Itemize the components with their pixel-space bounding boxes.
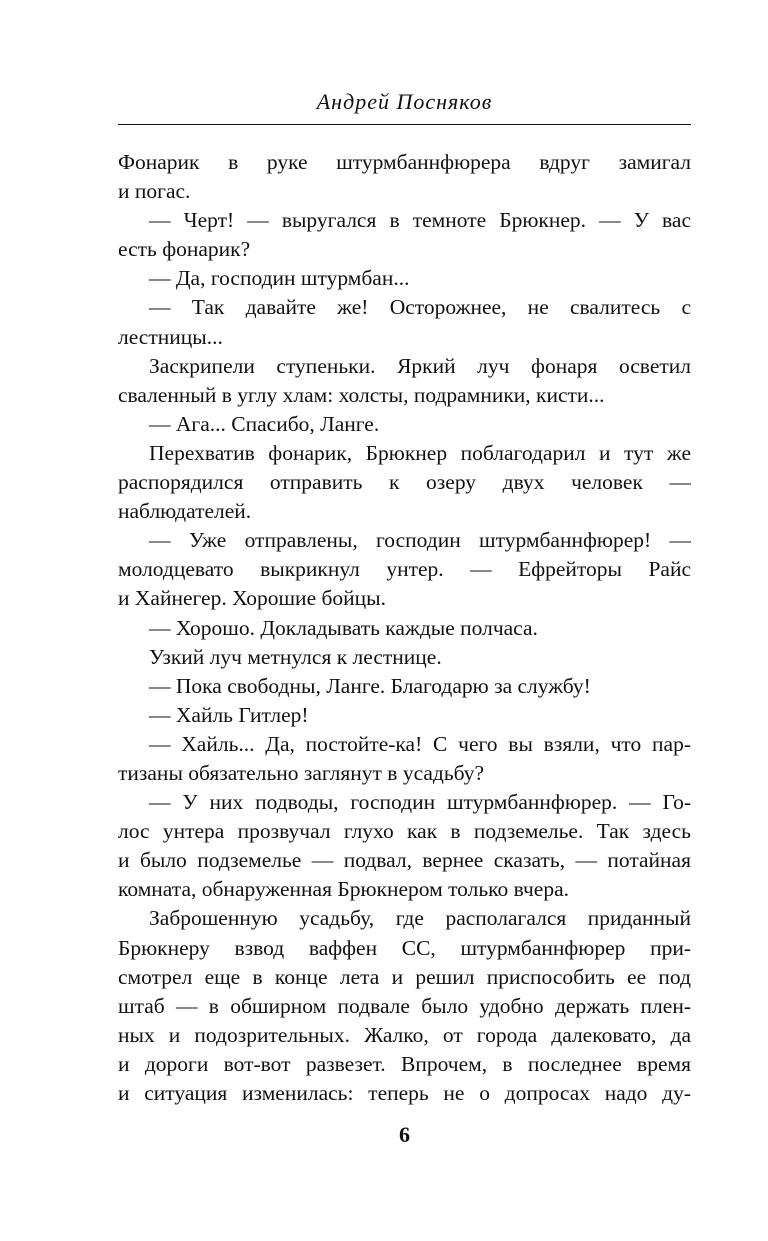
text-line: смотрел еще в конце лета и решил приспособить ее под xyxy=(118,964,691,989)
text-line: лестницы... xyxy=(118,324,223,349)
text-line: комната, обнаруженная Брюкнером только вчера. xyxy=(118,877,570,902)
text-line: — Так давайте же! Осторожнее, не свалитесь с xyxy=(149,295,691,320)
text-line: лос унтера прозвучал глухо как в подземелье. Так здесь xyxy=(118,819,691,844)
text-line: — Хайль Гитлер! xyxy=(149,702,309,727)
text-line: молодцевато выкрикнул унтер. — Ефрейторы Райс xyxy=(118,557,691,582)
running-head: Андрей Посняков xyxy=(316,89,493,114)
text-line: — Хайль... Да, постойте-ка! С чего вы взяли, что пар- xyxy=(149,731,691,756)
text-line: Фонарик в руке штурмбаннфюрера вдруг замигал xyxy=(118,150,691,174)
text-line: сваленный в углу хлам: холсты, подрамники, кисти... xyxy=(118,382,605,407)
text-line: — Ага... Спасибо, Ланге. xyxy=(149,411,380,436)
text-line: Перехватив фонарик, Брюкнер поблагодарил и тут же xyxy=(149,440,691,465)
text-line: и было подземелье — подвал, вернее сказать, — потайная xyxy=(118,848,691,873)
text-line: и ситуация изменилась: теперь не о допросах надо ду- xyxy=(118,1081,691,1105)
page-number: 6 xyxy=(399,1122,410,1147)
text-line: Брюкнеру взвод ваффен СС, штурмбаннфюрер при- xyxy=(118,935,691,960)
text-line: — Пока свободны, Ланге. Благодарю за службу! xyxy=(149,673,591,698)
body-text xyxy=(118,148,691,1108)
text-line: тизаны обязательно заглянут в усадьбу? xyxy=(118,760,485,785)
text-line: ных и подозрительных. Жалко, от города далековато, да xyxy=(118,1022,691,1047)
text-line: — Черт! — выругался в темноте Брюкнер. — У вас xyxy=(149,208,691,233)
header-rule xyxy=(118,124,691,125)
text-line: Заброшенную усадьбу, где располагался приданный xyxy=(149,906,691,931)
text-line: и дороги вот-вот развезет. Впрочем, в последнее время xyxy=(118,1051,691,1076)
text-line: наблюдателей. xyxy=(118,499,252,524)
text-line: — Да, господин штурмбан... xyxy=(149,266,410,291)
text-line: и Хайнегер. Хорошие бойцы. xyxy=(118,586,387,611)
text-line: — Хорошо. Докладывать каждые полчаса. xyxy=(149,615,538,640)
text-line: Узкий луч метнулся к лестнице. xyxy=(149,644,442,669)
text-line: распорядился отправить к озеру двух человек — xyxy=(118,470,691,495)
text-line: — Уже отправлены, господин штурмбаннфюрер! — xyxy=(149,528,691,553)
text-line: есть фонарик? xyxy=(118,237,251,262)
text-line: штаб — в обширном подвале было удобно держать плен- xyxy=(118,993,691,1018)
text-line: Заскрипели ступеньки. Яркий луч фонаря осветил xyxy=(149,353,691,378)
text-line: и погас. xyxy=(118,179,191,204)
text-line: — У них подводы, господин штурмбаннфюрер. — Го- xyxy=(149,790,691,815)
